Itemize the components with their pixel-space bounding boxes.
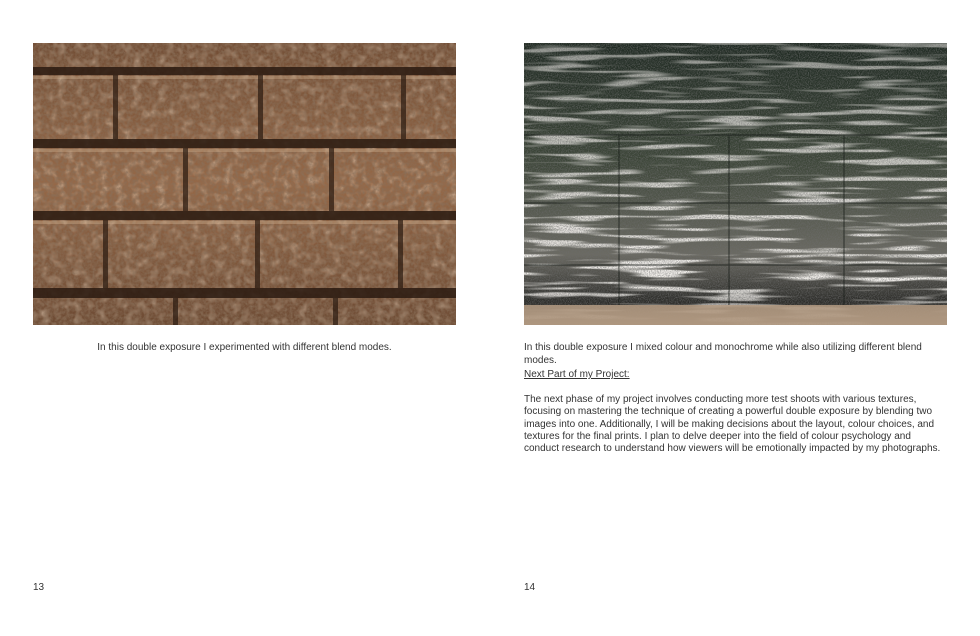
photo-caption: In this double exposure I experimented with different blend modes. <box>97 342 392 353</box>
page-number: 14 <box>524 582 536 593</box>
body-paragraph: The next phase of my project involves conducting more test shoots with various textures, focusing on mastering the technique of creating a powerful double exposure by blending two images into one. Additionally, I will be making decisions about the layout, colour choices, and textures for the final prints. I plan to delve deeper into the field of colour psychology and conduct research to understand how viewers will be emotionally impacted by my photographs. <box>524 394 941 455</box>
page-number: 13 <box>33 582 45 593</box>
brick-wall-photo <box>33 43 456 325</box>
water-reflection-photo <box>524 43 947 325</box>
water-reflection-image <box>524 43 947 325</box>
section-heading: Next Part of my Project: <box>524 369 630 380</box>
brick-wall-image <box>33 43 456 325</box>
right-page <box>490 0 980 636</box>
photo-caption: In this double exposure I mixed colour and monochrome while also utilizing different blend modes. <box>524 342 922 366</box>
